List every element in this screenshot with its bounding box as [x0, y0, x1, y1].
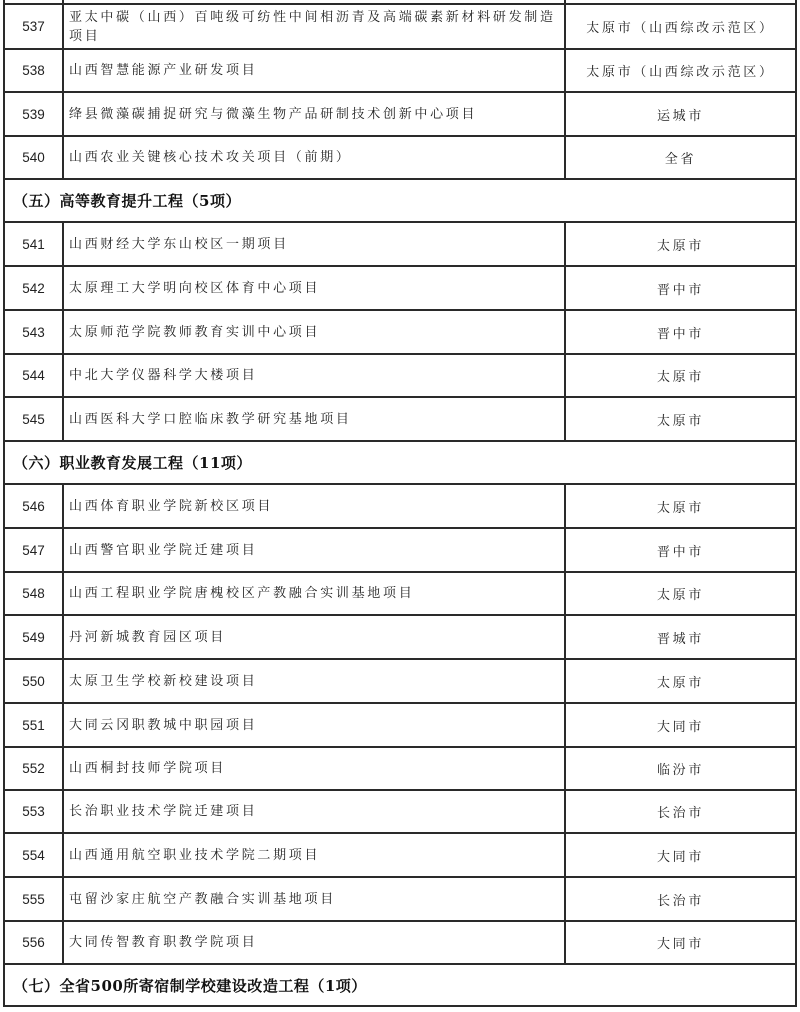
- table-row: [5, 573, 795, 616]
- row-number: 537: [5, 5, 64, 48]
- table-row: [5, 922, 795, 965]
- row-number: 539: [5, 93, 64, 135]
- project-location: 晋中市: [656, 326, 705, 342]
- project-name: 太原师范学院教师教育实训中心项目: [64, 311, 566, 353]
- row-number: 549: [5, 616, 64, 658]
- project-location: 运城市: [656, 108, 705, 124]
- project-name: 亚太中碳（山西）百吨级可纺性中间相沥青及高端碳素新材料研发制造项目: [64, 5, 566, 48]
- project-name: 山西工程职业学院唐槐校区产教融合实训基地项目: [64, 573, 566, 614]
- row-number: 538: [5, 50, 64, 91]
- row-number: 544: [5, 355, 64, 396]
- row-number: 542: [5, 267, 64, 309]
- project-location: 太原市: [656, 500, 705, 516]
- project-location: 大同市: [656, 849, 705, 865]
- row-number: 554: [5, 834, 64, 876]
- project-name: 山西医科大学口腔临床教学研究基地项目: [64, 398, 566, 440]
- row-number: 547: [5, 529, 64, 571]
- project-name: 山西通用航空职业技术学院二期项目: [64, 834, 566, 876]
- table-row: [5, 529, 795, 573]
- project-location: 全省: [664, 152, 697, 167]
- project-table: [3, 0, 797, 1007]
- table-row: [5, 93, 795, 137]
- row-number: 553: [5, 791, 64, 832]
- row-number: 546: [5, 485, 64, 527]
- project-location: 晋城市: [656, 631, 705, 647]
- project-name: 中北大学仪器科学大楼项目: [64, 355, 566, 396]
- project-location: 大同市: [656, 719, 705, 735]
- section-header-higher-education: [5, 180, 795, 223]
- section-title: （六）职业教育发展工程（11项）: [13, 454, 252, 472]
- project-name: 山西警官职业学院迁建项目: [64, 529, 566, 571]
- project-name: 太原理工大学明向校区体育中心项目: [64, 267, 566, 309]
- project-location: 太原市（山西综改示范区）: [586, 21, 775, 36]
- table-row: [5, 485, 795, 529]
- project-name: 山西体育职业学院新校区项目: [64, 485, 566, 527]
- row-number: 556: [5, 922, 64, 963]
- table-row: [5, 660, 795, 704]
- project-location: 长治市: [656, 893, 705, 909]
- table-row: [5, 267, 795, 311]
- project-location: 晋中市: [656, 282, 705, 298]
- project-location: 大同市: [656, 937, 705, 952]
- location-cell: [566, 0, 795, 3]
- project-location: 太原市: [656, 370, 705, 385]
- row-number: 550: [5, 660, 64, 702]
- table-row: [5, 878, 795, 922]
- project-name: 太原卫生学校新校建设项目: [64, 660, 566, 702]
- table-row: [5, 834, 795, 878]
- table-row: [5, 748, 795, 791]
- project-location: 太原市: [656, 588, 705, 603]
- project-name: 大同云冈职教城中职园项目: [64, 704, 566, 746]
- row-number: 545: [5, 398, 64, 440]
- table-row: [5, 704, 795, 748]
- project-name: 长治职业技术学院迁建项目: [64, 791, 566, 832]
- project-location: 长治市: [656, 806, 705, 821]
- project-name: 山西财经大学东山校区一期项目: [64, 223, 566, 265]
- row-number: 551: [5, 704, 64, 746]
- project-location: 太原市: [656, 413, 705, 429]
- table-row: [5, 355, 795, 398]
- table-row: [5, 791, 795, 834]
- table-row: [5, 5, 795, 50]
- row-number: 541: [5, 223, 64, 265]
- number-cell: [5, 0, 64, 3]
- row-number: 543: [5, 311, 64, 353]
- section-title: （五）高等教育提升工程（5项）: [13, 192, 241, 210]
- project-name: 绛县微藻碳捕捉研究与微藻生物产品研制技术创新中心项目: [64, 93, 566, 135]
- project-name: 丹河新城教育园区项目: [64, 616, 566, 658]
- table-row: [5, 398, 795, 442]
- project-location: 临汾市: [656, 763, 705, 778]
- project-name-cell: [64, 0, 566, 3]
- project-location: 晋中市: [656, 544, 705, 560]
- section-title: （七）全省500所寄宿制学校建设改造工程（1项）: [13, 976, 367, 995]
- table-row: [5, 311, 795, 355]
- project-name: 大同传智教育职教学院项目: [64, 922, 566, 963]
- table-row: [5, 137, 795, 180]
- table-row: [5, 223, 795, 267]
- project-location: 太原市: [656, 675, 705, 691]
- project-name: 山西桐封技师学院项目: [64, 748, 566, 789]
- table-row: [5, 616, 795, 660]
- project-name: 山西智慧能源产业研发项目: [64, 50, 566, 91]
- project-location: 太原市: [656, 238, 705, 254]
- section-header-vocational-education: [5, 442, 795, 485]
- project-name: 山西农业关键核心技术攻关项目（前期）: [64, 137, 566, 178]
- row-number: 555: [5, 878, 64, 920]
- table-row: [5, 50, 795, 93]
- row-number: 540: [5, 137, 64, 178]
- section-header-boarding-schools: [5, 965, 795, 1007]
- project-name: 屯留沙家庄航空产教融合实训基地项目: [64, 878, 566, 920]
- row-number: 552: [5, 748, 64, 789]
- project-location: 太原市（山西综改示范区）: [586, 65, 775, 80]
- row-number: 548: [5, 573, 64, 614]
